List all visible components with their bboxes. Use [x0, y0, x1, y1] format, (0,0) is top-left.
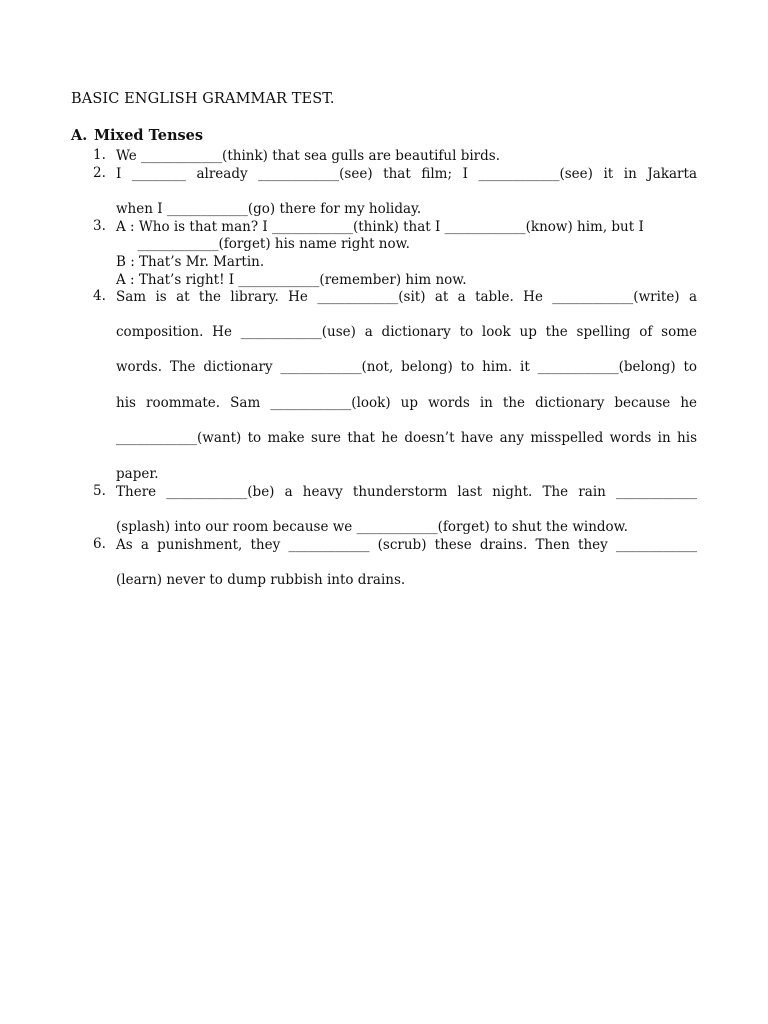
section-letter: A.	[71, 127, 88, 144]
item-number: 1.	[93, 147, 106, 163]
item-line: when I ____________(go) there for my holiday.	[116, 201, 422, 217]
item-line: B : That’s Mr. Martin.	[116, 254, 265, 270]
section-heading	[71, 127, 203, 144]
item-line: ____________(want) to make sure that he doesn’t have any misspelled words in his	[116, 430, 697, 446]
item-line: A : That’s right! I ____________(remember) him now.	[116, 272, 467, 288]
item-line: As a punishment, they ____________ (scrub) these drains. Then they ____________	[116, 537, 697, 553]
item-line: composition. He ____________(use) a dictionary to look up the spelling of some	[116, 324, 697, 340]
item-number: 3.	[93, 218, 106, 234]
item-line: words. The dictionary ____________(not, belong) to him. it ____________(belong) to	[116, 359, 697, 375]
item-number: 4.	[93, 288, 106, 304]
item-line: his roommate. Sam ____________(look) up words in the dictionary because he	[116, 395, 697, 411]
item-line: paper.	[116, 466, 159, 482]
item-number: 5.	[93, 483, 106, 499]
item-line: A : Who is that man? I ____________(think) that I ____________(know) him, but I	[116, 219, 644, 235]
item-line: There ____________(be) a heavy thunderstorm last night. The rain ____________	[116, 484, 697, 500]
section-title: Mixed Tenses	[94, 127, 204, 144]
test-title: BASIC ENGLISH GRAMMAR TEST.	[71, 91, 335, 107]
item-number: 6.	[93, 536, 106, 552]
item-line: We ____________(think) that sea gulls are beautiful birds.	[116, 148, 500, 164]
item-line: (learn) never to dump rubbish into drains.	[116, 572, 406, 588]
item-line: I ________ already ____________(see) that film; I ____________(see) it in Jakarta	[116, 166, 697, 182]
item-line: ____________(forget) his name right now.	[116, 236, 410, 252]
item-number: 2.	[93, 165, 106, 181]
item-line: (splash) into our room because we ____________(forget) to shut the window.	[116, 519, 628, 535]
item-line: Sam is at the library. He ____________(sit) at a table. He ____________(write) a	[116, 289, 697, 305]
